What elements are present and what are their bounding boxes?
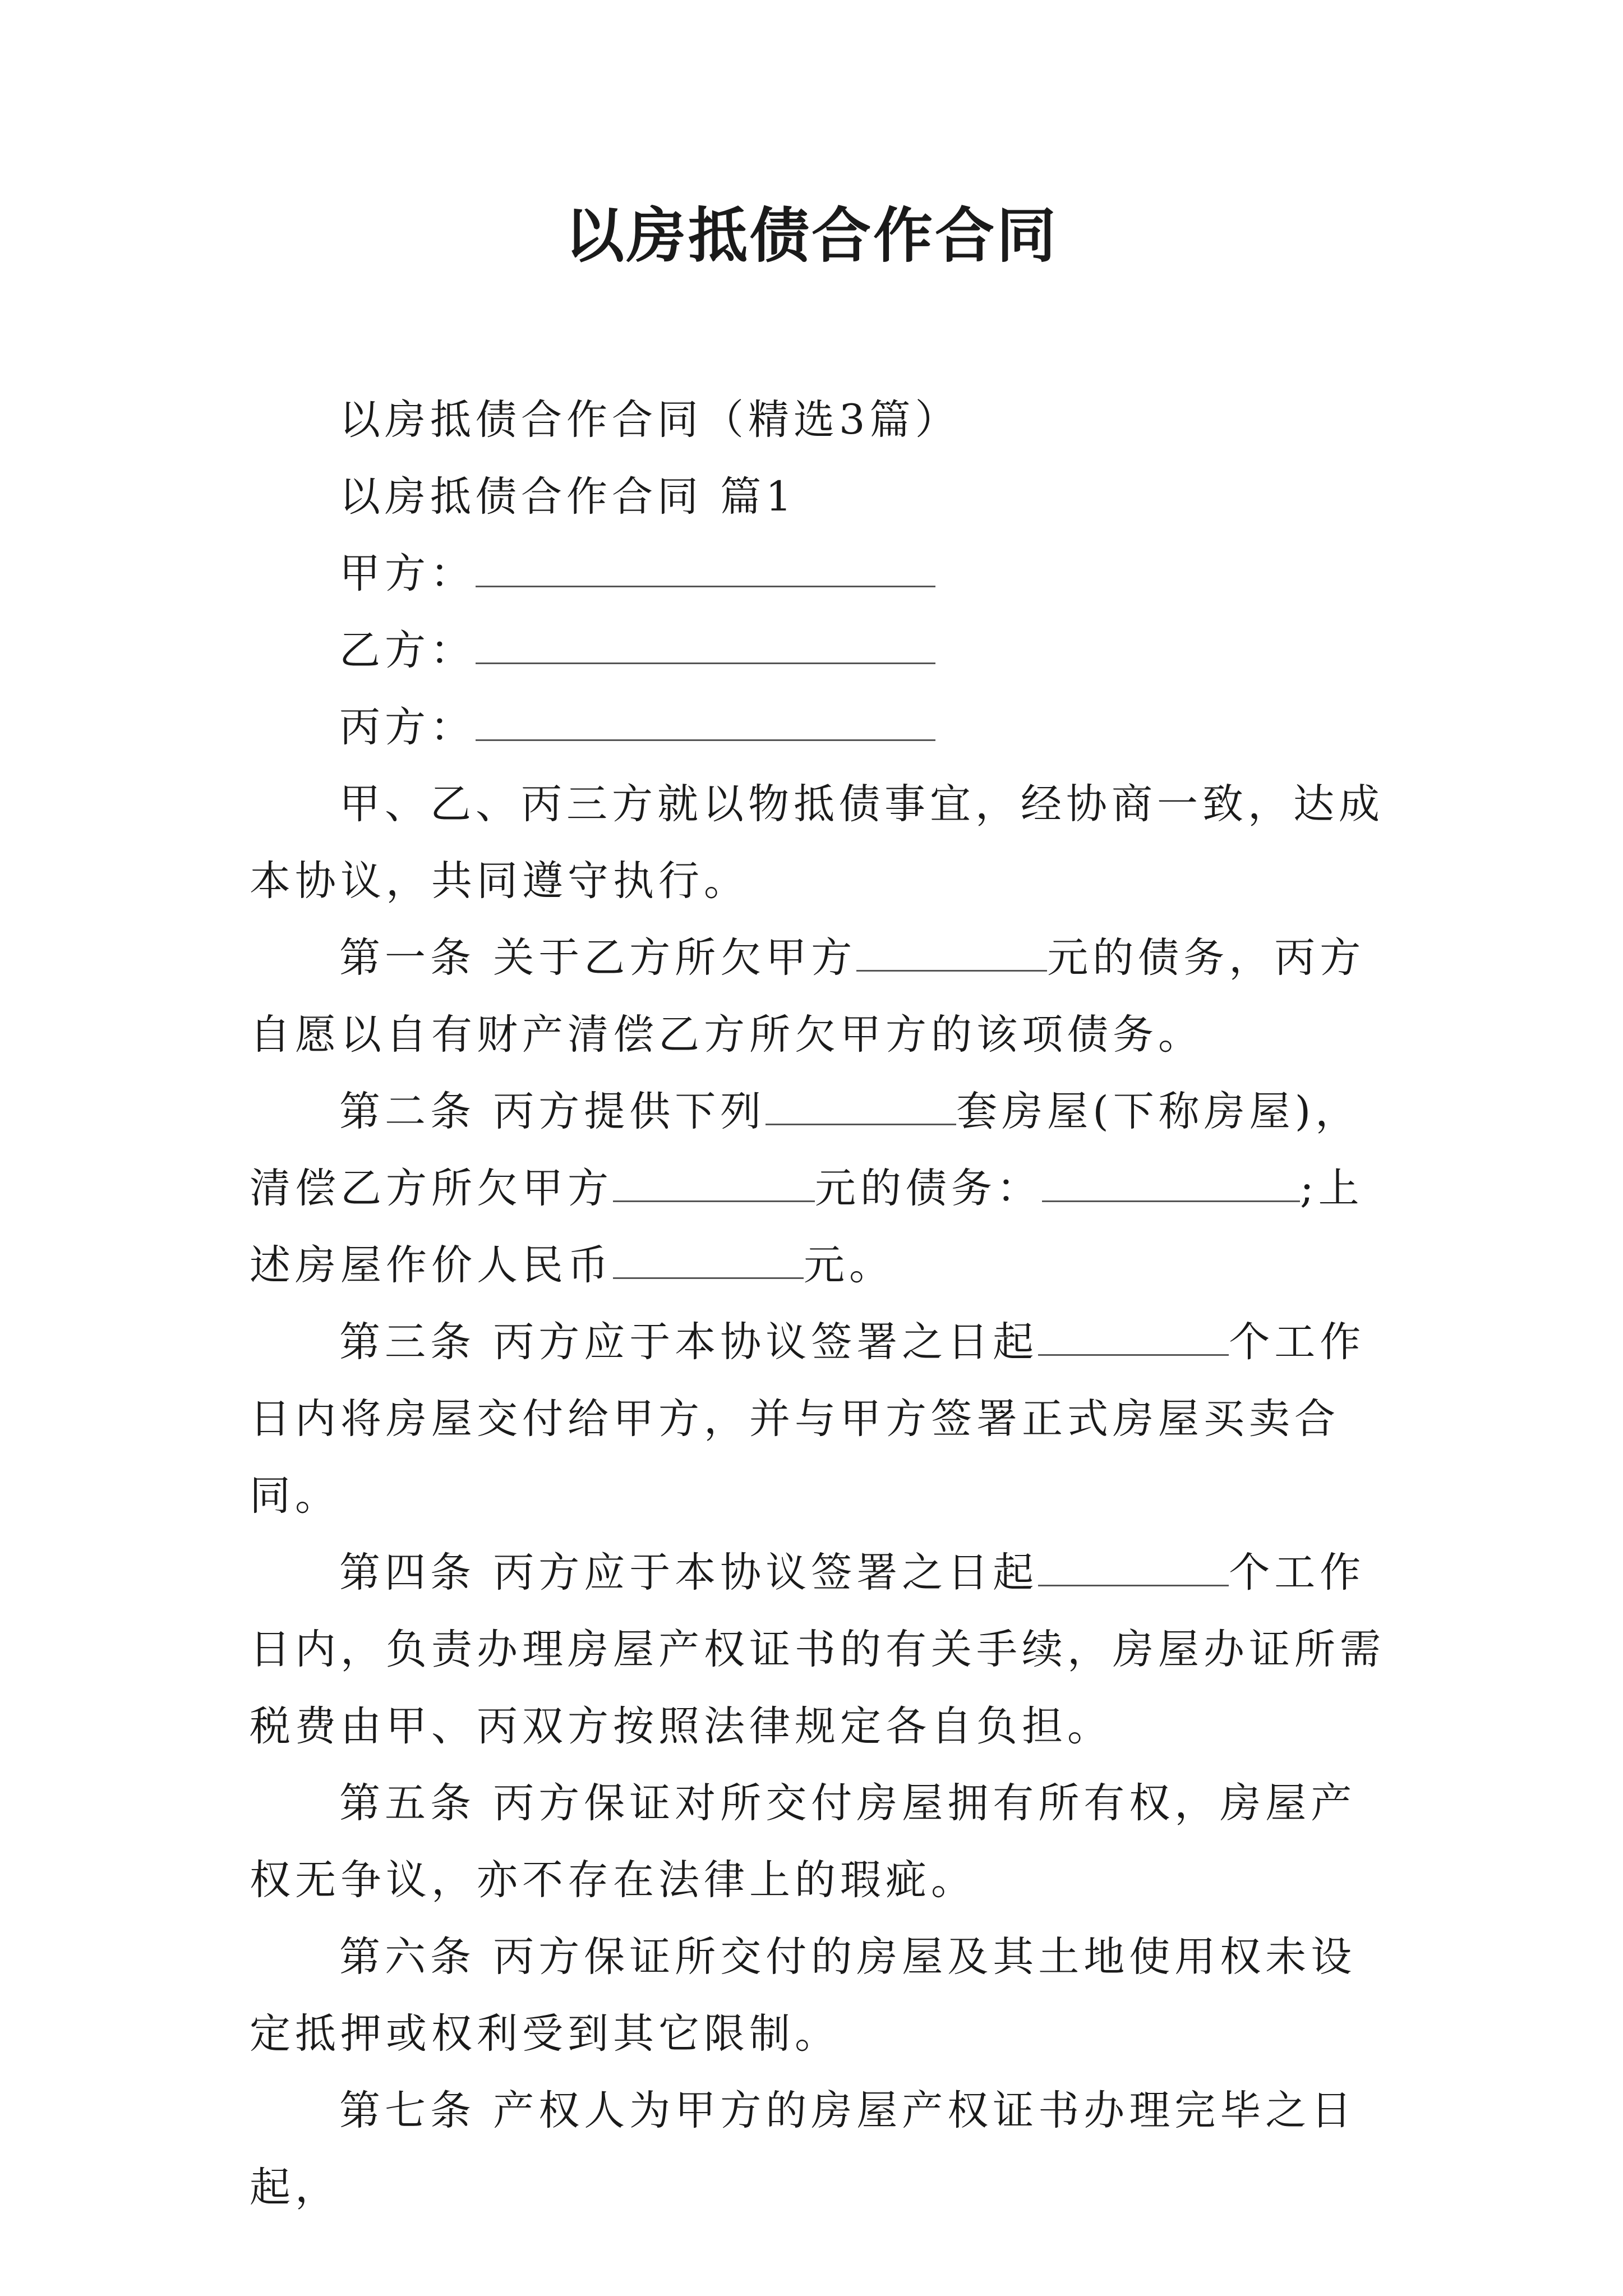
article-2-blank-2 xyxy=(613,1168,815,1202)
article-1-text-a: 第一条 关于乙方所欠甲方 xyxy=(339,934,857,982)
article-4-text-b: 个工作日内，负责办理房屋产权证书的有关手续，房屋办证所需税费由甲、丙双方按照法律规定各自负担。 xyxy=(250,1549,1385,1750)
article-2-text-e: 元。 xyxy=(804,1241,895,1289)
article-2-blank-1 xyxy=(766,1091,956,1125)
section-title: 以房抵债合作合同 篇1 xyxy=(339,473,796,521)
article-2-blank-4 xyxy=(613,1245,804,1279)
party-b-line xyxy=(250,612,1388,689)
article-2-text-c: 元的债务： xyxy=(815,1165,1042,1212)
article-1 xyxy=(250,919,1388,1073)
article-2-text-b: 套房屋(下称房屋)，清偿乙方所欠甲方 xyxy=(250,1088,1361,1212)
article-6: 第六条 丙方保证所交付的房屋及其土地使用权未设定抵押或权利受到其它限制。 xyxy=(250,1933,1357,2058)
article-3-text-b: 个工作日内将房屋交付给甲方，并与甲方签署正式房屋买卖合同。 xyxy=(250,1318,1366,1520)
document-title: 以房抵债合作合同 xyxy=(565,200,1058,270)
party-a-line xyxy=(250,535,1388,612)
intro-paragraph: 甲、乙、丙三方就以物抵债事宜，经协商一致，达成本协议，共同遵守执行。 xyxy=(250,780,1384,905)
article-7: 第七条 产权人为甲方的房屋产权证书办理完毕之日起， xyxy=(250,2087,1357,2211)
party-c-line xyxy=(250,689,1388,766)
party-a-label: 甲方： xyxy=(339,550,476,597)
article-5: 第五条 丙方保证对所交付房屋拥有所有权，房屋产权无争议，亦不存在法律上的瑕疵。 xyxy=(250,1779,1357,1904)
article-4-blank xyxy=(1038,1552,1229,1586)
article-1-text-b: 元的债务，丙方自愿以自有财产清偿乙方所欠甲方的该项债务。 xyxy=(250,934,1366,1059)
article-2-text-d: ;上述房屋作价人民币 xyxy=(250,1165,1364,1289)
article-3-blank xyxy=(1038,1322,1229,1356)
article-3 xyxy=(250,1304,1388,1534)
article-2 xyxy=(250,1073,1388,1304)
article-4 xyxy=(250,1534,1388,1765)
article-4-text-a: 第四条 丙方应于本协议签署之日起 xyxy=(339,1549,1039,1596)
subtitle: 以房抵债合作合同（精选3篇） xyxy=(339,396,961,444)
party-b-label: 乙方： xyxy=(339,627,476,674)
article-1-blank xyxy=(856,937,1047,972)
article-2-text-a: 第二条 丙方提供下列 xyxy=(339,1088,766,1135)
party-c-label: 丙方： xyxy=(339,703,476,751)
party-a-blank xyxy=(476,553,935,587)
party-c-blank xyxy=(476,707,935,741)
article-3-text-a: 第三条 丙方应于本协议签署之日起 xyxy=(339,1318,1039,1366)
article-2-blank-3 xyxy=(1042,1168,1300,1202)
party-b-blank xyxy=(476,630,935,664)
document-body xyxy=(250,381,1388,2226)
